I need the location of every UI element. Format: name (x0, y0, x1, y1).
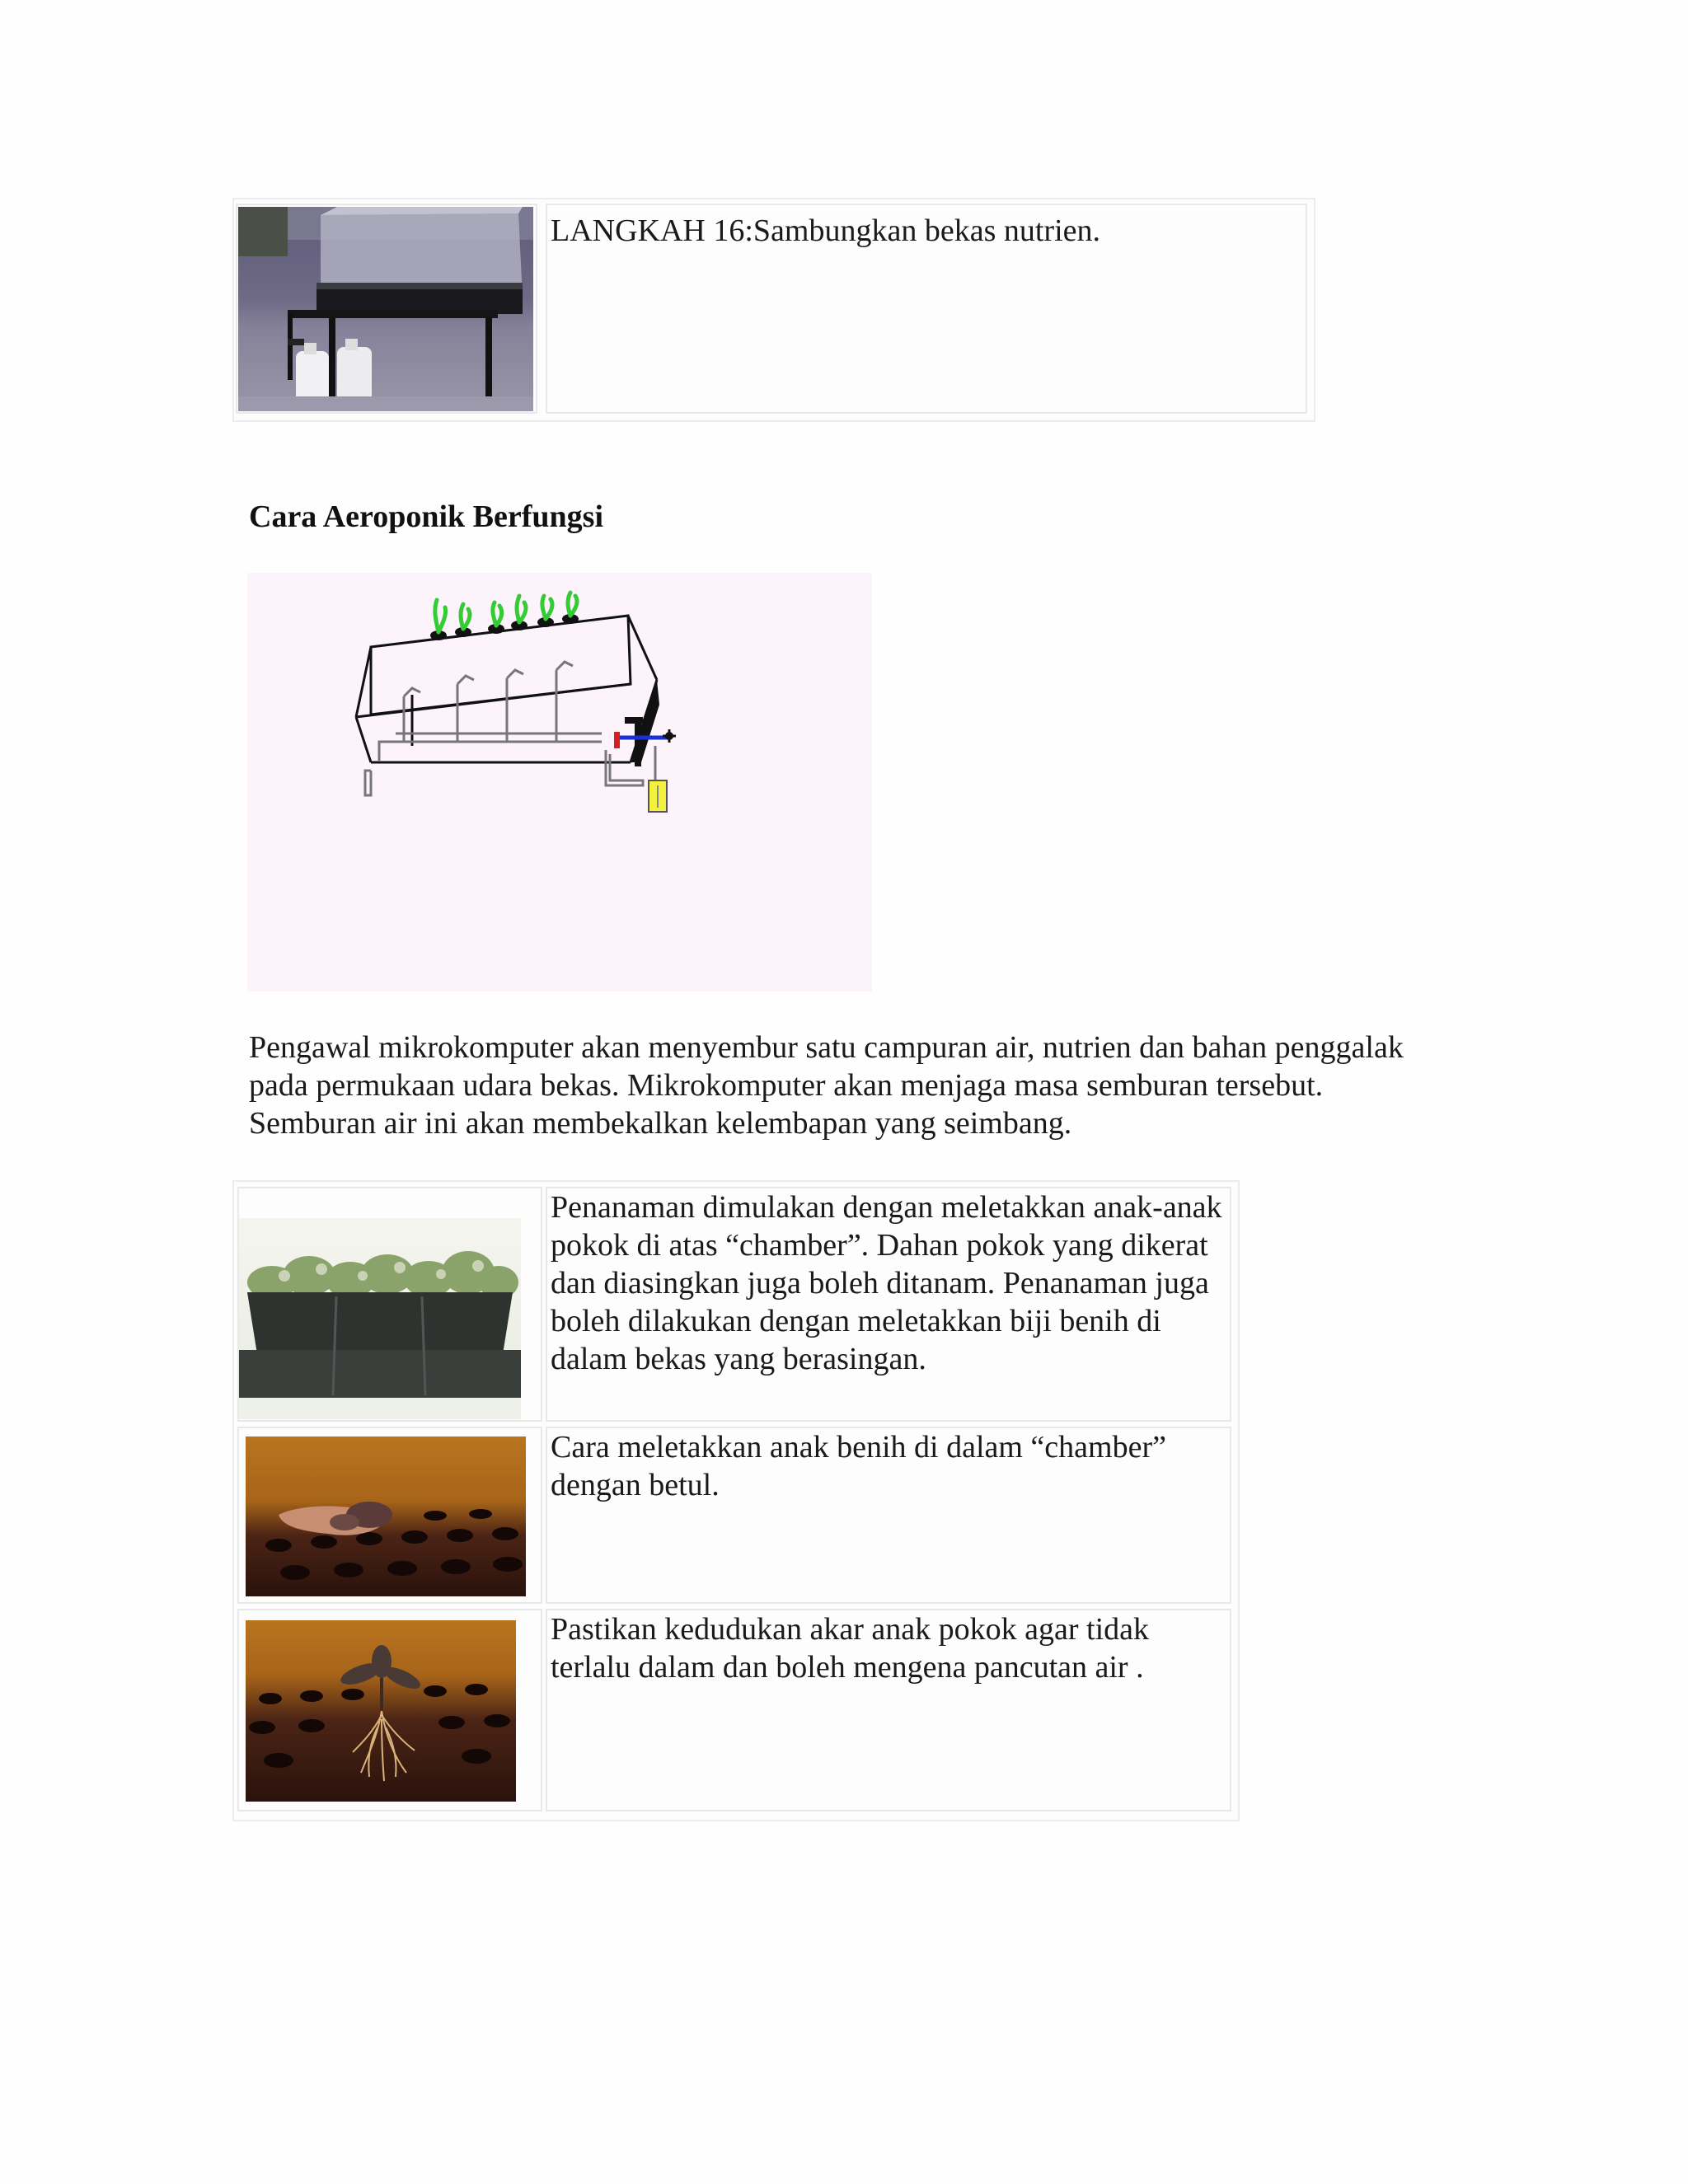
planting-text-cell-3 (546, 1609, 1231, 1811)
aeroponic-unit-photo (238, 207, 533, 411)
planting-text-cell-2 (546, 1427, 1231, 1604)
aeroponic-diagram (247, 573, 872, 991)
planting-text-2: Cara meletakkan anak benih di dalam “chamber” dengan betul. (551, 1430, 1166, 1502)
plants-in-chamber-photo (239, 1218, 521, 1419)
planting-text-cell-1 (546, 1187, 1231, 1422)
planting-text-3: Pastikan kedudukan akar anak pokok agar tidak terlalu dalam dan boleh mengena pancutan air . (551, 1612, 1149, 1685)
seedling-roots-photo (246, 1620, 516, 1802)
placing-seedling-photo (246, 1436, 526, 1596)
step-text-cell (546, 204, 1307, 414)
section-heading: Cara Aeroponik Berfungsi (249, 499, 604, 534)
planting-text-1: Penanaman dimulakan dengan meletakkan anak-anak pokok di atas “chamber”. Dahan pokok yang dikerat dan diasingkan juga boleh ditanam. Penanaman juga boleh dilakukan dengan meletakkan biji benih di dalam bekas yang berasingan. (551, 1190, 1222, 1376)
step-16-text: LANGKAH 16:Sambungkan bekas nutrien. (551, 213, 1101, 248)
section-paragraph: Pengawal mikrokomputer akan menyembur satu campuran air, nutrien dan bahan penggalak pada permukaan udara bekas. Mikrokomputer akan menjaga masa semburan tersebut. Semburan air ini akan membekalkan kelembapan yang seimbang. (249, 1030, 1404, 1141)
